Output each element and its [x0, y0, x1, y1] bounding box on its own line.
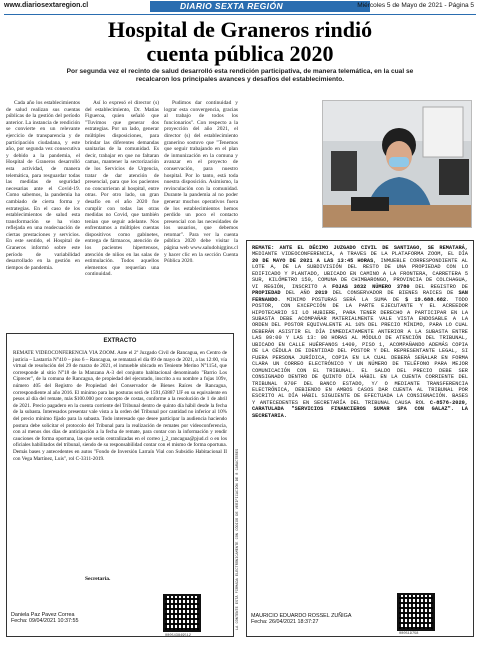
- column-1-text: Cada año los establecimientos de salud realizan sus cuentas públicas de la gestión del período anterior. La instancia de rendición se convierte en un relevante ejercicio de transparencia y de participación ciudadana, y este año, por segunda vez consecutiva y debido a la pandemia, el Hospital de Graneros desarrolló esta actividad, de manera telemática, para resguardar todas las medidas de seguridad necesarias ante el Covid-19. Como sabemos, la pandemia ha cambiado de cierta forma y estrategias. En el caso de los establecimientos de salud esta transformación se ha visto reflejada en una readecuación de ciertas prestaciones y servicios. En este sentido, el Hospital de Graneros informó sobre este período de variabilidad desarrollado en la gestión en tiempos de pandemia.: [6, 100, 80, 271]
- header-rule: [4, 14, 476, 15]
- remate-qr-code: [397, 593, 435, 631]
- newspaper-name: DIARIO SEXTA REGIÓN: [180, 1, 283, 11]
- remate-text-5: DEL CONSERVADOR DE BIENES RAICES DE: [327, 290, 459, 297]
- remate-body: [252, 245, 468, 419]
- remate-year: 2019: [314, 290, 328, 297]
- extracto-notice: [6, 333, 234, 637]
- remate-qr-label: 000519758: [399, 632, 419, 636]
- article-column-3: [164, 100, 238, 265]
- remate-date: 20 DE MAYO DE 2021 A LAS 13:45 HORAS: [252, 257, 374, 264]
- site-url[interactable]: www.diariosextaregion.cl: [4, 2, 89, 9]
- remate-text-1: MEDIANTE VIDEOCONFERENCIA, A TRAVES DE LA PLATAFORMA ZOOM, EL DÍA: [252, 251, 468, 258]
- remate-text-7: . TODO POSTOR, CON EXCEPCIÓN DE LA PARTE EJECUTANTE Y EL ACREEDOR HIPOTECARIO SI LO HUBIERE, PARA TENER DERECHO A PARTICIPAR EN LA SUBASTA DEBE ACOMPAÑAR MATERIALMENTE VALE VISTA ENDOSABLE A LA ORDEN DEL POSTOR EQUIVALENTE AL 10% DEL PRECIO MÍNIMO, PARA LO CUAL DEBERÁN ASISTIR EL DÍA INMEDIATAMENTE ANTERIOR A LA SUBASTA ENTRE LAS 09:00 Y LAS 13: 00 HORAS AL MÓDULO DE ATENCIÓN DEL TRIBUNAL, UBICADO EN CALLE HUÉRFANOS 1409, PISO 1, ACOMPAÑANDO ADEMÁS COPIA DE LA CÉDULA DE IDENTIDAD DEL POSTOR Y DEL REPRESENTANTE LEGAL, SI FUERA PERSONA JURÍDICA, COPIA EN LA CUAL DEBERÁ SEÑALAR EN FORMA CLARA UN CORREO ELECTRÓNICO Y UN NÚMERO DE TELÉFONO PARA MEJOR COMUNICACIÓN CON EL TRIBUNAL. EL SALDO DEL PRECIO DEBE SER CONSIGNADO DENTRO DE QUINTO DÍA HÁBIL EN LA CUENTA CORRIENTE DEL TRIBUNAL 970F DEL BANCO ESTADO, Y/ O MEDIANTE TRANSFERENCIA ELECTRÓNICA, DEBIENDO EN AMBOS CASOS DAR CUENTA AL TRIBUNAL POR ESCRITO AL DÍA HÁBIL SIGUIENTE DE EFECTUADA LA CONSIGNACIÓN. BASES Y ANTECEDENTES EN SECRETARÍA DEL TRIBUNAL CAUSA ROL: [252, 296, 468, 406]
- article-subhead: Por segunda vez el recinto de salud desarrolló esta rendición participativa, de manera telemática, en la cual se recalcaron los principales avances y desafíos del establecimiento.: [66, 68, 414, 83]
- article-photo: [322, 100, 472, 228]
- extracto-body: REMATE VIDEOCONFERENCIA VIA ZOOM. Ante el 2º Juzgado Civil de Rancagua, en Centro de justicia – Lastarria N°410 – piso 6 – Rancagua, se rematará el día 09 de mayo de 2021, a las 12:00, vía virtual de resolución del 29 de marzo de 2021, el inmueble ubicado en Teniente Merino N°1154, que corresponde al sitio N°18 de la Manzana A-3 del conjunto habitacional denominado "Barrio Los Ciprecer", de la comuna de Rancagua, de propiedad del ejecutado, inscrito a su nombre a fojas 109v, número 405 del Registro de Propiedad del Conservador de Bienes Raíces de Rancagua, correspondiente al año 2016. El mínimo para las posturas será de 1591,63887 UF en su equivalente en pesos al día del remate, más $100.000 por concepto de costas, conforme a la resolución de 1 de abril de 2021. Precio pagadero en la cuenta corriente del Tribunal dentro de quinto día hábil desde la fecha de la subasta. Interesados presentar vale vista a la orden del Tribunal por cantidad no inferior al 10% del precio mínimo fijado para la subasta. Todo interesado que desee participar la audiencia haciendo postura debe solicitar el protocolo del Tribunal para la realización de remates por videoconferencia, con al menos dos días de anticipación a la fecha de remate, para contar con la información y rendir cauciones de forma oportuna, las que serán centralizadas en el correo j_2_rancagua@pjud.cl o en los oficiales habilitados del tribunal, siendo de su responsabilidad contar con el mismo de forma oportuna. Demás bases y antecedentes en autos "Fondo de Inversión Larraín Vial con Subsidio Habitacional II con Vega Martínez, Luis", rol C-3311-2019.: [13, 350, 227, 462]
- column-2-text: Así lo expresó el director (s) del establecimiento, Dr. Matías Figueroa, quien señaló que "Tuvimos que generar dos estrategias. Por un lado, generar múltiples disposiciones, para brindar las diferentes demandas sanitarias de la comunidad. Es decir, trabajar en que no faltaran camas, mantener la sectorización de los Servicios de Urgencia, tratar de dar atención de presencial, para que los pacientes no concurrieran al hospital, entre otras. Por otro lado, un gran desafío en el año 2020 fue cumplir con todas las otras medidas no Covid, que también tenían que seguir adelante. Nos enfrentamos a múltiples cuentas dispositivos como gabinetes, entrega de fármacos, atención de los pacientes hipertensos, atención de niños en las salas de estimulación. Todos aquellos elementos que requerían una continuidad.: [85, 100, 159, 278]
- extracto-qr-code: [163, 594, 201, 632]
- extracto-signer: [11, 612, 78, 625]
- photo-illustration: [323, 101, 472, 228]
- remate-propiedad: PROPIEDAD: [252, 290, 281, 297]
- extracto-qr-label: 000543849512: [165, 634, 191, 638]
- remate-amount: $ 19.688.682: [405, 296, 447, 303]
- article-column-2: [85, 100, 159, 278]
- extracto-signer-name: Daniela Paz Pavez Correa: [11, 612, 75, 618]
- page-header: [0, 0, 480, 14]
- remate-signer-date: Fecha: 26/04/2021 18:37:27: [251, 619, 319, 626]
- remate-signer: [251, 613, 351, 626]
- date-page-label: Miércoles 5 de Mayo de 2021 - Página 5: [357, 2, 474, 9]
- article-headline: [40, 18, 440, 66]
- remate-lead: REMATE: ANTE EL DÉCIMO JUZGADO CIVIL DE SANTIAGO, SE REMATARÁ,: [252, 245, 468, 251]
- remate-notice: [246, 240, 474, 637]
- remate-signer-name: MAURICIO EDUARDO ROSSEL ZUÑIGA: [251, 613, 352, 619]
- remate-text-4: DEL AÑO: [280, 290, 315, 297]
- remate-rol: C-8576-2020, CARATULADA "SERVICIOS FINANCIEROS SUMAR SPA CON GALAZ". LA SECRETARIA.: [252, 399, 468, 419]
- remate-text-3: DEL REGISTRO DE: [409, 283, 469, 290]
- extracto-signature: Secretaria.: [85, 576, 111, 582]
- remate-text-2: , INMUEBLE CORRESPONDIENTE AL LOTE A, DE LA SUBDIVISIÓN DEL RESTO DE UNA PROPIEDAD CON LO EDIFICADO Y PLANTADO, UBICADO EN CAMINO A LA FRONTERA, CARRETERA 5 SUR, KILÓMETRO 150, COMUNA DE CHIMBARONGO, PROVINCIA DE COLCHAGUA, VI REGIÓN, INSCRITO A: [252, 257, 468, 290]
- article-column-1: [6, 100, 80, 271]
- headline-line-2: cuenta pública 2020: [146, 41, 334, 66]
- remate-fojas: FOJAS 3832 NÚMERO 3780: [332, 283, 410, 290]
- extracto-vertical-code: LA CONTENTE ESTÁ FIRMADA ELECTRÓNICAMENTE CON CÓDIGO DE VERIFICACIÓN DE 8 CARACTERES: [236, 448, 240, 630]
- remate-city: SAN FERNANDO: [252, 290, 468, 303]
- extracto-title: EXTRACTO: [103, 338, 137, 344]
- remate-text-6: . MINIMO POSTURAS SERÁ LA SUMA DE: [277, 296, 406, 303]
- column-3-text: Pudimos dar continuidad y lograr esta convergencia, gracias al trabajo de todos los funcionarios". Con respecto a la proyección del año 2021, el director (s) del establecimiento graneríno sostuvo que "Tenemos que seguir trabajando en el plan de inmunización en la comuna y avanzar en el proyecto de conservación, para nuestro hospital. Por lo tanto, está toda nuestra disposición. Asimismo, la revinculación con la comunidad. Durante la pandemia al no poder generar muchos operativos fuera de los establecimientos hemos perdido un poco el contacto presencial con las necesidades de los usuarios, que debemos retomar". Para ver la cuenta pública 2020 debe visitar la página web www.saludohiggins.cl y hacer clic en la sección Cuenta Pública 2020.: [164, 100, 238, 265]
- extracto-signer-date: Fecha: 09/04/2021 10:37:55: [11, 618, 79, 625]
- headline-line-1: Hospital de Graneros rindió: [107, 17, 373, 42]
